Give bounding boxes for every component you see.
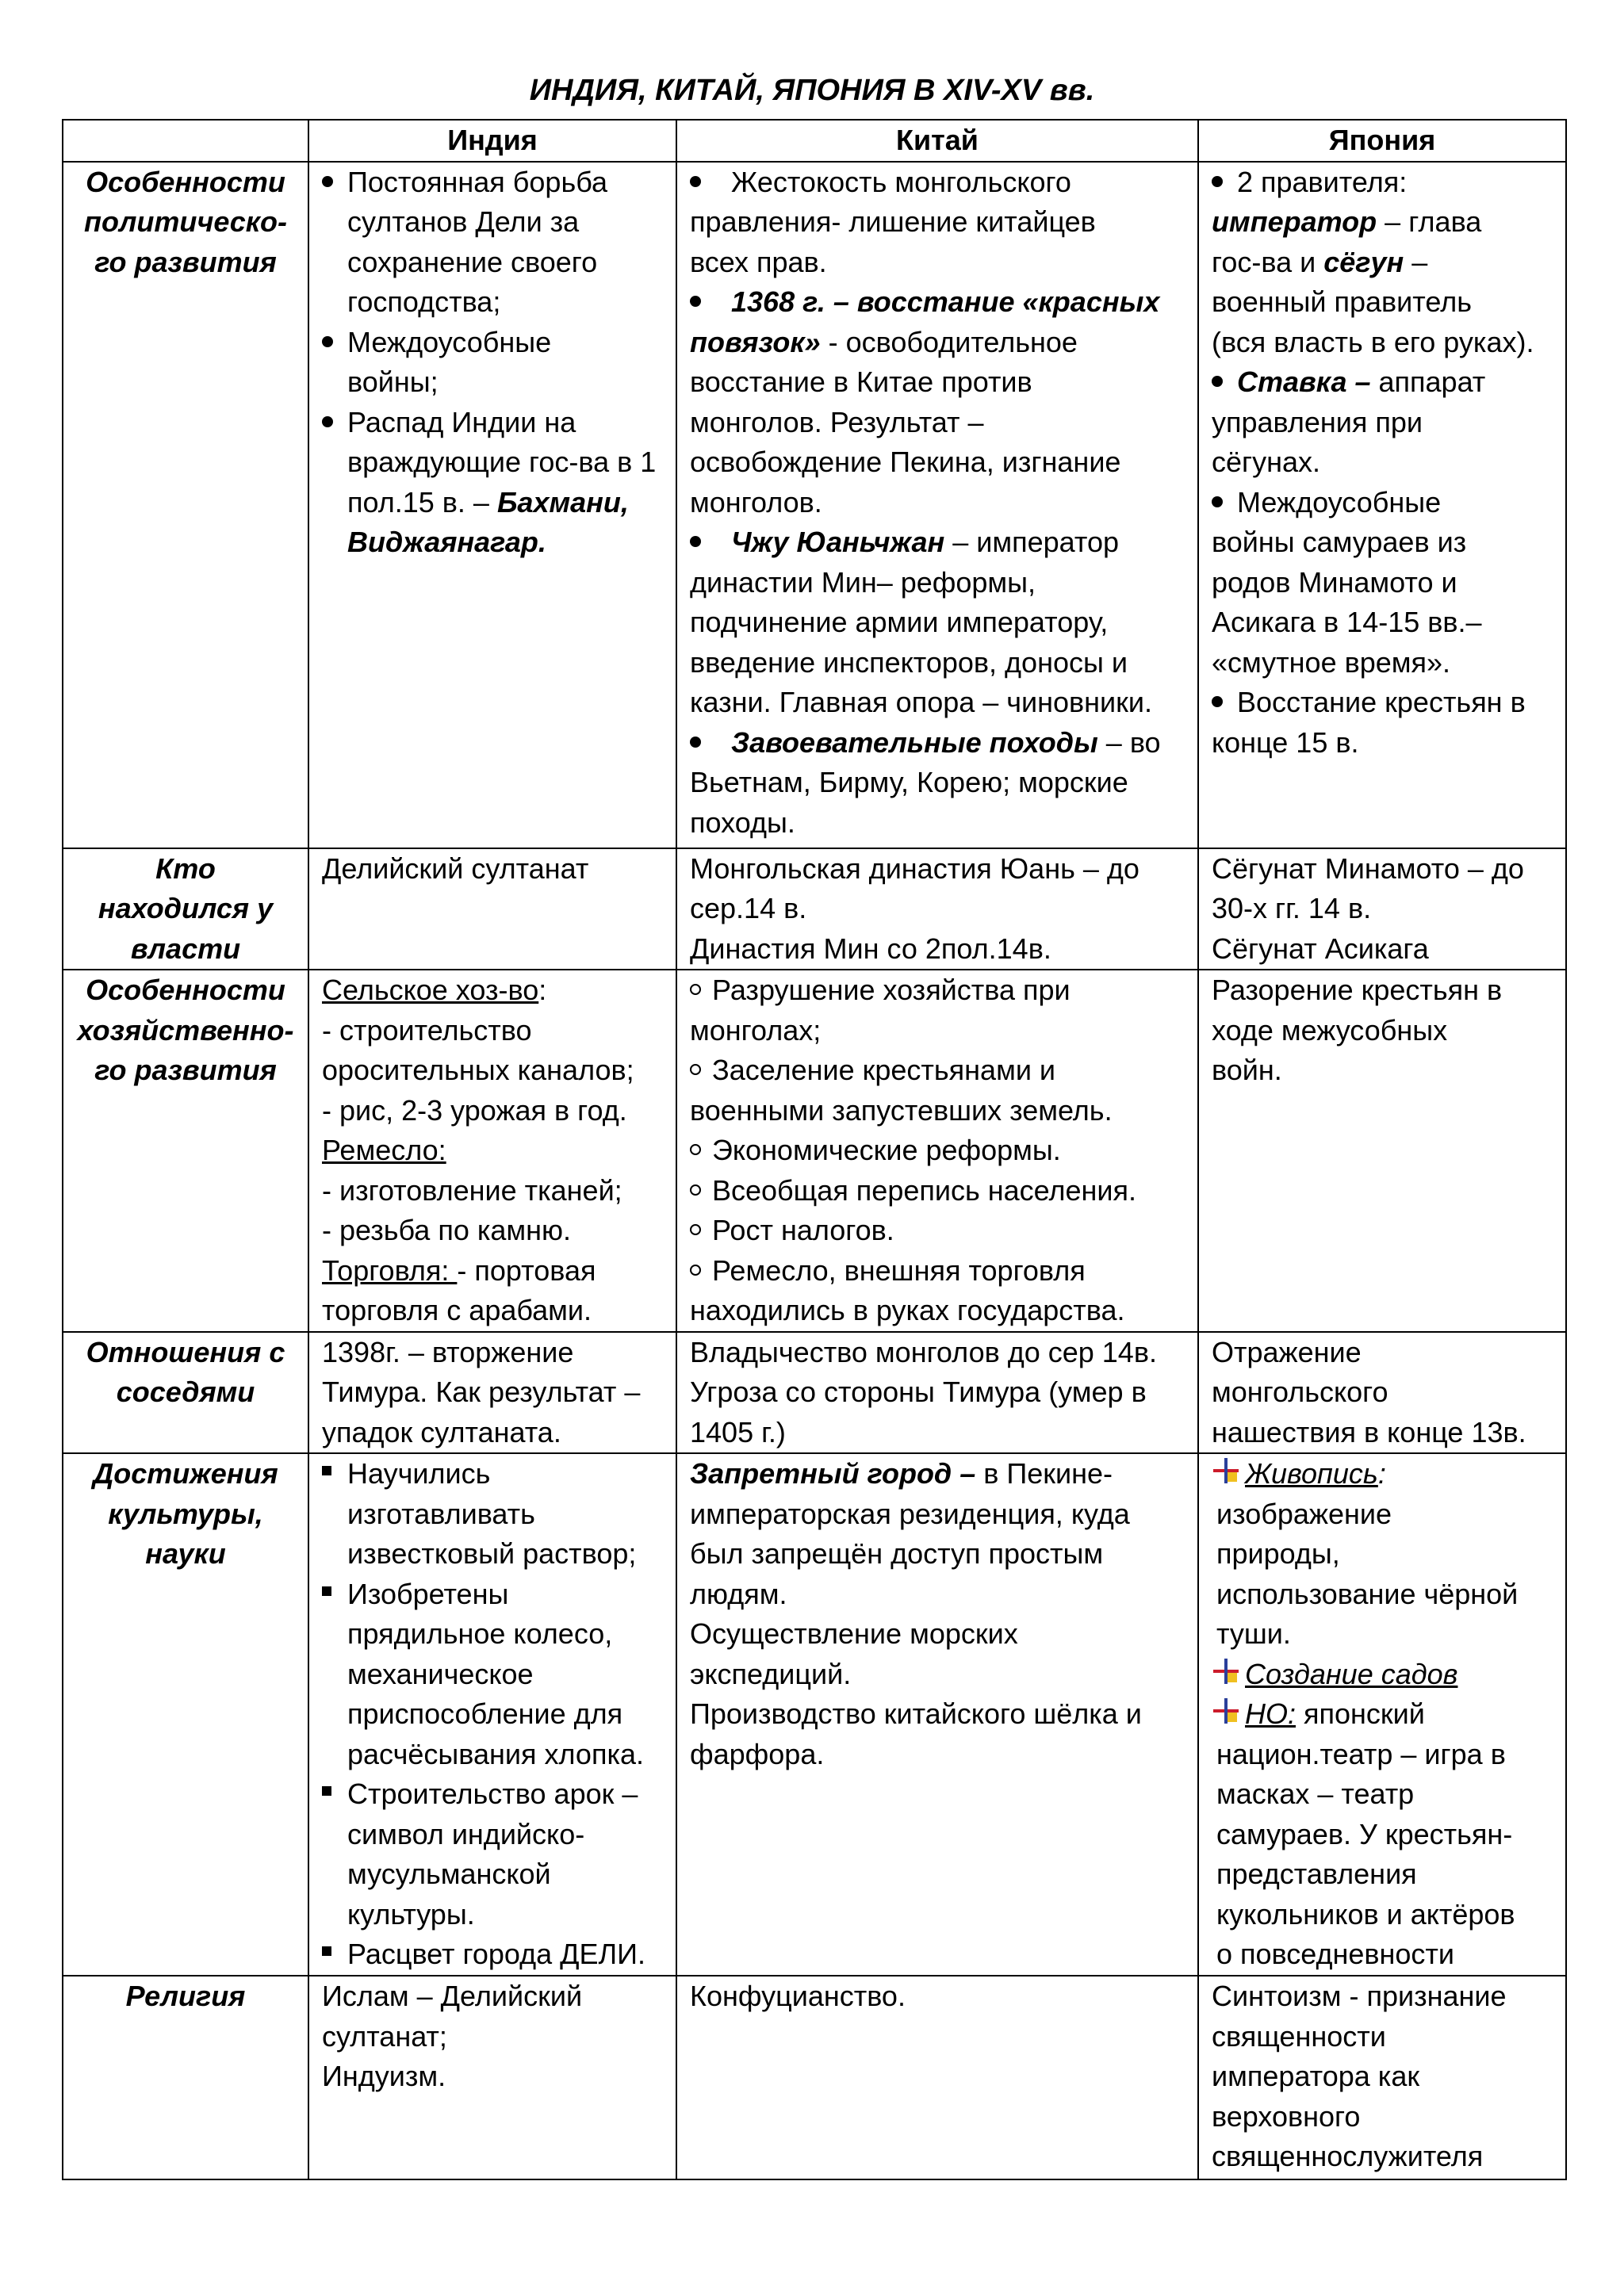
- cell-neighbors-china: [676, 1332, 1198, 1454]
- text: туши.: [1216, 1617, 1291, 1650]
- text: родов Минамото и: [1212, 565, 1457, 599]
- text: казни. Главная опора – чиновники.: [690, 686, 1153, 718]
- text: сохранение своего: [347, 245, 598, 278]
- text: Вьетнам, Бирму, Корею; морские: [690, 766, 1128, 798]
- text: – во: [1097, 725, 1161, 759]
- cell-religion-china: [676, 1976, 1198, 2179]
- text: «смутное время».: [1212, 645, 1451, 679]
- text: восстание в Китае против: [690, 365, 1032, 398]
- cell-culture-china: [676, 1453, 1198, 1976]
- bullet-dot-icon: [322, 416, 333, 427]
- header-cell-empty: [63, 120, 308, 162]
- text: Ремесло, внешняя торговля: [712, 1253, 1086, 1287]
- text: введение инспекторов, доносы и: [690, 645, 1128, 679]
- text: кукольников и актёров: [1216, 1897, 1515, 1931]
- flag-icon: [1212, 1657, 1240, 1686]
- text: нашествия в конце 13в.: [1212, 1415, 1526, 1448]
- cell-politics-china: [676, 162, 1198, 848]
- cell-power-china: [676, 848, 1198, 970]
- cell-religion-japan: [1198, 1976, 1566, 2179]
- text: 30-х гг. 14 в.: [1212, 892, 1372, 924]
- text: самураев. У крестьян-: [1216, 1817, 1513, 1850]
- bullet-dot-icon: [690, 176, 701, 187]
- text: Изобретены: [347, 1577, 509, 1610]
- row-head-line: политическо-: [83, 205, 288, 238]
- text: Разрушение хозяйства при: [712, 974, 1071, 1006]
- text: Жестокость монгольского: [731, 165, 1071, 198]
- cell-neighbors-japan: [1198, 1332, 1566, 1454]
- bullet-dot-icon: [322, 176, 333, 187]
- text: людям.: [690, 1577, 787, 1610]
- text-underlined: Сельское хоз-во: [322, 974, 539, 1006]
- text-bold: Запретный город –: [690, 1457, 976, 1490]
- row-head-line: соседями: [116, 1376, 255, 1408]
- bullet-dot-icon: [1212, 496, 1223, 507]
- row-head-culture: [63, 1453, 308, 1976]
- text: Междоусобные: [1237, 485, 1442, 519]
- row-power: [63, 848, 1566, 970]
- text: 1398г. – вторжение: [322, 1335, 574, 1368]
- text-bold: император: [1212, 205, 1377, 238]
- bullet-circle-icon: [690, 1144, 701, 1155]
- cell-economy-japan: [1198, 970, 1566, 1332]
- row-head-line: науки: [145, 1537, 226, 1570]
- text: культуры.: [347, 1897, 475, 1931]
- text: враждующие гос-ва в 1: [347, 446, 657, 478]
- row-head-power: [63, 848, 308, 970]
- text: войн.: [1212, 1054, 1282, 1086]
- row-neighbors: [63, 1332, 1566, 1454]
- text: 1405 г.): [690, 1415, 786, 1448]
- header-india: Индия: [308, 120, 676, 162]
- row-religion: [63, 1976, 1566, 2179]
- text: использование чёрной: [1216, 1577, 1519, 1610]
- comparison-table: [62, 119, 1567, 2180]
- text-bold: повязок»: [690, 325, 821, 358]
- bullet-dot-icon: [1212, 376, 1223, 387]
- row-head-line: культуры,: [108, 1497, 263, 1530]
- bullet-circle-icon: [690, 984, 701, 995]
- text: конце 15 в.: [1212, 725, 1359, 759]
- text: (вся власть в его руках).: [1212, 325, 1534, 358]
- text: - портовая: [457, 1253, 596, 1287]
- text: султанат;: [322, 2019, 447, 2053]
- text-underlined: Создание садов: [1245, 1657, 1458, 1690]
- text-bold: Ставка –: [1237, 365, 1371, 398]
- text: Восстание крестьян в: [1237, 686, 1526, 718]
- text: символ индийско-: [347, 1817, 585, 1850]
- text: ходе межусобных: [1212, 1013, 1448, 1047]
- bullet-circle-icon: [690, 1265, 701, 1276]
- text-bold: 1368 г. – восстание «красных: [731, 285, 1160, 318]
- text: фарфора.: [690, 1737, 825, 1770]
- text: о повседневности: [1216, 1938, 1455, 1970]
- text: - строительство: [322, 1013, 532, 1047]
- text: Производство китайского шёлка и: [690, 1697, 1142, 1730]
- cell-power-india: [308, 848, 676, 970]
- text: священности: [1212, 2019, 1386, 2053]
- text: представления: [1216, 1858, 1417, 1890]
- cell-neighbors-india: [308, 1332, 676, 1454]
- row-head-line: Достижения: [93, 1457, 278, 1490]
- text: Разорение крестьян в: [1212, 974, 1503, 1006]
- text: военными запустевших земель.: [690, 1093, 1113, 1127]
- text: правления- лишение китайцев: [690, 205, 1096, 238]
- text: Конфуцианство.: [690, 1980, 906, 2012]
- text-bold: сёгун: [1323, 245, 1404, 278]
- cell-culture-japan: [1198, 1453, 1566, 1976]
- text: Тимура. Как результат –: [322, 1376, 641, 1408]
- bullet-dot-icon: [690, 296, 701, 307]
- cell-politics-india: [308, 162, 676, 848]
- text-underlined: Живопись: [1245, 1457, 1378, 1490]
- text: - рис, 2-3 урожая в год.: [322, 1093, 627, 1127]
- text: приспособление для: [347, 1697, 623, 1730]
- text: японский: [1296, 1697, 1425, 1730]
- header-row: [63, 120, 1566, 162]
- text: священнослужителя: [1212, 2140, 1484, 2172]
- text: Синтоизм - признание: [1212, 1980, 1507, 2012]
- text: Распад Индии на: [347, 405, 576, 438]
- text: – император: [944, 526, 1120, 558]
- text: Сёгунат Асикага: [1212, 932, 1429, 965]
- row-head-line: го развития: [94, 1054, 277, 1086]
- text: всех прав.: [690, 245, 827, 278]
- flag-icon: [1212, 1456, 1240, 1485]
- text-bold: Чжу Юаньчжан: [731, 526, 945, 558]
- text-underlined: Ремесло:: [322, 1134, 446, 1166]
- text: походы.: [690, 806, 795, 839]
- text: - резьба по камню.: [322, 1214, 572, 1246]
- text: султанов Дели за: [347, 205, 580, 238]
- text: расчёсывания хлопка.: [347, 1737, 645, 1770]
- cell-culture-india: [308, 1453, 676, 1976]
- text: императора как: [1212, 2060, 1420, 2092]
- bullet-dot-icon: [690, 536, 701, 547]
- bullet-square-icon: [322, 1946, 331, 1956]
- text: Индуизм.: [322, 2060, 446, 2092]
- text: природы,: [1216, 1537, 1340, 1570]
- text-bold: Завоевательные походы: [731, 725, 1098, 759]
- text: Рост налогов.: [712, 1214, 894, 1246]
- cell-economy-china: [676, 970, 1198, 1332]
- text: монгольского: [1212, 1376, 1388, 1408]
- row-head-line: хозяйственно-: [77, 1013, 294, 1047]
- bullet-square-icon: [322, 1786, 331, 1796]
- text: гос-ва и: [1212, 245, 1324, 278]
- bullet-dot-icon: [322, 336, 333, 347]
- text: монголах;: [690, 1013, 822, 1047]
- text: механическое: [347, 1657, 534, 1690]
- cell-power-japan: [1198, 848, 1566, 970]
- text: управления при: [1212, 405, 1423, 438]
- text: освобождение Пекина, изгнание: [690, 446, 1121, 478]
- row-head-line: го развития: [94, 245, 277, 278]
- text: – глава: [1377, 205, 1482, 238]
- text: Делийский султанат: [322, 851, 589, 885]
- text: национ.театр – игра в: [1216, 1737, 1506, 1770]
- text: монголов.: [690, 485, 822, 519]
- bullet-dot-icon: [1212, 696, 1223, 707]
- row-head-economy: [63, 970, 308, 1332]
- text: Заселение крестьянами и: [712, 1054, 1056, 1086]
- text: торговля с арабами.: [322, 1294, 592, 1326]
- row-head-line: Религия: [125, 1980, 246, 2012]
- header-china: Китай: [676, 120, 1198, 162]
- row-culture: [63, 1453, 1566, 1976]
- text: господства;: [347, 285, 501, 318]
- text: Междоусобные: [347, 325, 552, 358]
- bullet-square-icon: [322, 1586, 331, 1596]
- text: находились в руках государства.: [690, 1294, 1125, 1326]
- text: Владычество монголов до сер 14в.: [690, 1335, 1157, 1368]
- text: военный правитель: [1212, 285, 1472, 318]
- text: Строительство арок –: [347, 1777, 638, 1810]
- flag-icon: [1212, 1697, 1240, 1725]
- text: императорская резиденция, куда: [690, 1497, 1130, 1530]
- text: Отражение: [1212, 1335, 1362, 1368]
- text: :: [538, 974, 547, 1006]
- text: войны;: [347, 365, 439, 398]
- text: Постоянная борьба: [347, 165, 608, 198]
- text: монголов. Результат –: [690, 405, 984, 438]
- cell-politics-japan: [1198, 162, 1566, 848]
- row-head-line: власти: [130, 932, 241, 965]
- row-head-politics: [63, 162, 308, 848]
- row-head-line: находился у: [98, 892, 274, 924]
- text: экспедиций.: [690, 1657, 852, 1690]
- text: аппарат: [1370, 365, 1486, 398]
- text: мусульманской: [347, 1858, 551, 1890]
- text: подчинение армии императору,: [690, 606, 1109, 638]
- text: пол.15 в. –: [347, 485, 497, 519]
- text: масках – театр: [1216, 1777, 1415, 1810]
- text: - изготовление тканей;: [322, 1173, 622, 1207]
- cell-economy-india: [308, 970, 676, 1332]
- text: Династия Мин со 2пол.14в.: [690, 932, 1051, 965]
- text: Угроза со стороны Тимура (умер в: [690, 1376, 1147, 1408]
- bullet-circle-icon: [690, 1184, 701, 1196]
- text: Научились: [347, 1457, 491, 1490]
- text: династии Мин– реформы,: [690, 565, 1036, 599]
- row-economy: [63, 970, 1566, 1332]
- text: был запрещён доступ простым: [690, 1537, 1104, 1570]
- header-japan: Япония: [1198, 120, 1566, 162]
- text-bold: Бахмани,: [496, 485, 629, 519]
- text: Ислам – Делийский: [322, 1980, 583, 2012]
- text: изготавливать: [347, 1497, 535, 1530]
- text: войны самураев из: [1212, 526, 1467, 558]
- row-politics: [63, 162, 1566, 848]
- row-head-line: Кто: [155, 851, 216, 885]
- text-underlined: Торговля:: [322, 1253, 458, 1287]
- text: Сёгунат Минамото – до: [1212, 851, 1524, 885]
- row-head-line: Особенности: [86, 974, 285, 1006]
- text-bold: Виджаянагар.: [347, 526, 546, 558]
- row-head-religion: [63, 1976, 308, 2179]
- bullet-square-icon: [322, 1466, 331, 1475]
- text: изображение: [1216, 1497, 1392, 1530]
- bullet-circle-icon: [690, 1064, 701, 1075]
- text: Монгольская династия Юань – до: [690, 851, 1139, 885]
- bullet-dot-icon: [1212, 176, 1223, 187]
- bullet-dot-icon: [690, 737, 701, 748]
- row-head-line: Отношения с: [86, 1335, 285, 1368]
- text: Всеобщая перепись населения.: [712, 1173, 1136, 1207]
- text: :: [1377, 1457, 1386, 1490]
- cell-religion-india: [308, 1976, 676, 2179]
- text: 2 правителя:: [1237, 165, 1408, 198]
- row-head-neighbors: [63, 1332, 308, 1454]
- bullet-circle-icon: [690, 1224, 701, 1235]
- text: оросительных каналов;: [322, 1054, 634, 1086]
- text: Экономические реформы.: [712, 1134, 1061, 1166]
- text: упадок султаната.: [322, 1415, 561, 1448]
- text: прядильное колесо,: [347, 1617, 613, 1650]
- text: Осуществление морских: [690, 1617, 1018, 1650]
- text: в Пекине-: [975, 1457, 1113, 1490]
- text: –: [1404, 245, 1428, 278]
- text: сёгунах.: [1212, 446, 1321, 478]
- row-head-line: Особенности: [86, 165, 285, 198]
- text: Асикага в 14-15 вв.–: [1212, 606, 1482, 638]
- text-underlined: НО:: [1245, 1697, 1297, 1730]
- text: сер.14 в.: [690, 892, 807, 924]
- text: известковый раствор;: [347, 1537, 637, 1570]
- text: верховного: [1212, 2099, 1361, 2133]
- page-title: ИНДИЯ, КИТАЙ, ЯПОНИЯ В XIV-XV вв.: [529, 74, 1095, 107]
- text: - освободительное: [820, 325, 1078, 358]
- text: Расцвет города ДЕЛИ.: [347, 1938, 646, 1970]
